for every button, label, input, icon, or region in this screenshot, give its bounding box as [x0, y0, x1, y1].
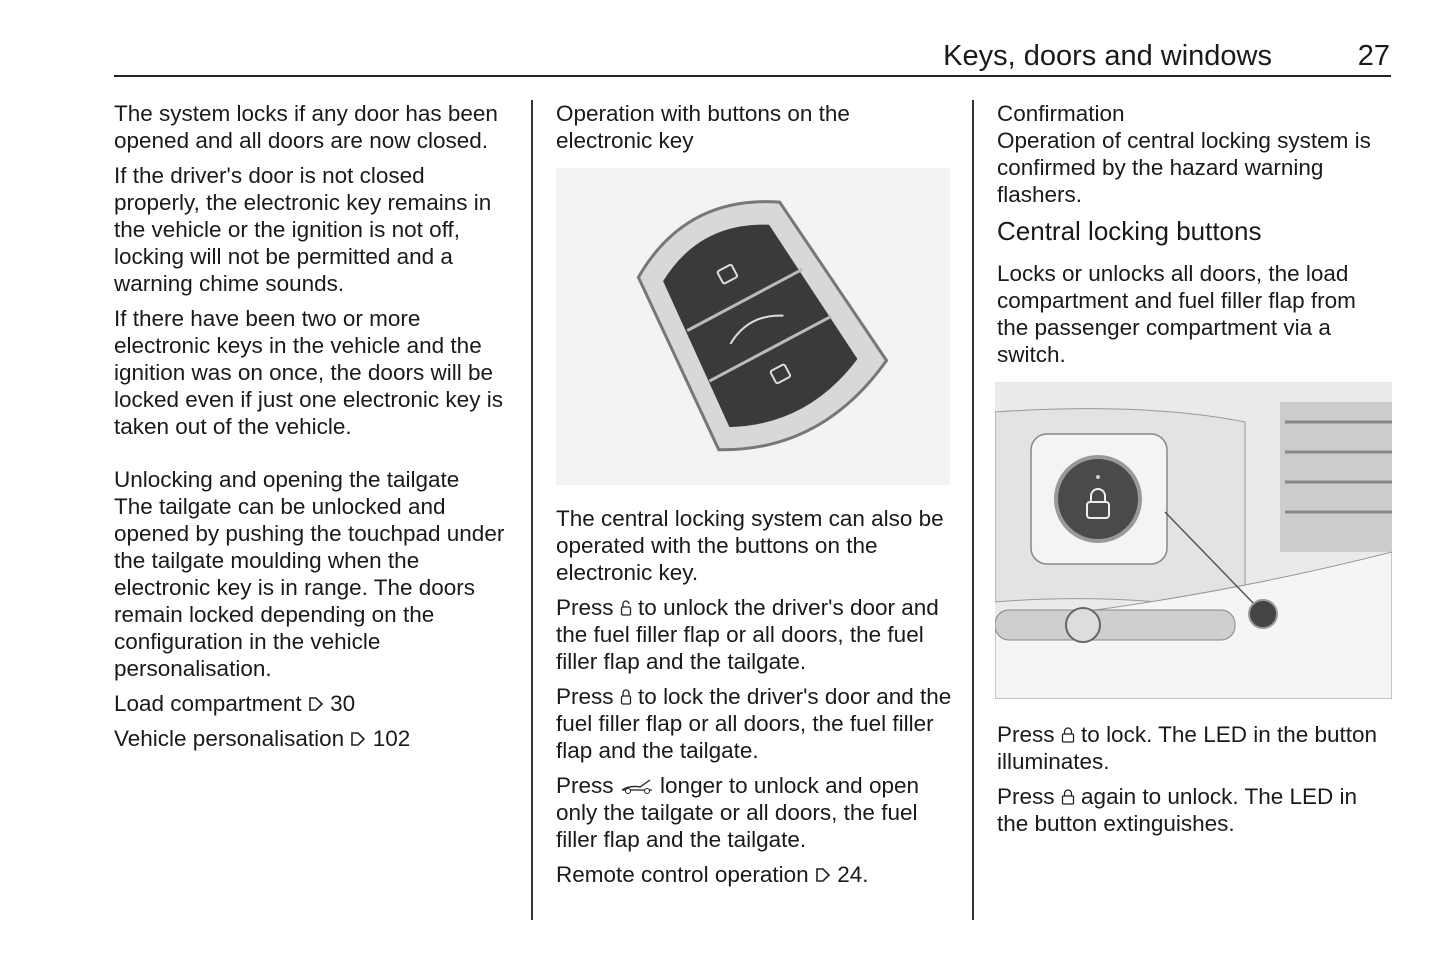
paragraph: If the driver's door is not closed properly, the electronic key remains in the vehicle or the ignition is not off, locking will not be permitted and a warning chime sounds. [114, 163, 492, 296]
unlock-icon [620, 599, 632, 617]
electronic-key-illustration [556, 168, 950, 485]
column-3 [997, 100, 1393, 845]
column-divider [531, 100, 533, 920]
paragraph: Locks or unlocks all doors, the load compartment and fuel filler flap from the passenger compartment via a switch. [997, 261, 1356, 367]
page-reference-icon [350, 730, 366, 748]
paragraph: The central locking system can also be operated with the buttons on the electronic key. [556, 506, 944, 585]
lock-icon [620, 688, 632, 706]
page-reference-icon [308, 695, 324, 713]
header-rule [114, 75, 1391, 77]
tailgate-icon [620, 777, 654, 795]
paragraph: The tailgate can be unlocked and opened by pushing the touchpad under the tailgate moulding when the electronic key is in range. The doors remain locked depending on the configuration in the vehicle personalisation. [114, 494, 505, 681]
lock-icon [1061, 726, 1075, 744]
paragraph: If there have been two or more electronic keys in the vehicle and the ignition was on once, the doors will be locked even if just one electronic key is taken out of the vehicle. [114, 306, 503, 439]
paragraph: The system locks if any door has been opened and all doors are now closed. [114, 101, 498, 153]
cross-reference[interactable]: Vehicle personalisation 102 [114, 726, 411, 751]
section-heading: Central locking buttons [997, 216, 1262, 246]
subheading: Operation with buttons on the electronic key [556, 101, 850, 153]
subheading: Confirmation [997, 101, 1125, 126]
column-2 [556, 100, 952, 896]
subheading: Unlocking and opening the tailgate [114, 467, 460, 492]
page-number: 27 [1357, 40, 1390, 72]
section-title: Keys, doors and windows [943, 40, 1272, 72]
column-divider [972, 100, 974, 920]
paragraph: Press longer to unlock and open only the tailgate or all doors, the fuel filler flap and the tailgate. [556, 773, 919, 852]
paragraph: Press to lock the driver's door and the fuel filler flap or all doors, the fuel filler flap and the tailgate. [556, 684, 952, 763]
cross-reference[interactable]: Load compartment 30 [114, 691, 356, 716]
column-1 [114, 100, 512, 760]
central-locking-button-illustration [995, 382, 1392, 699]
cross-reference[interactable]: Remote control operation 24. [556, 862, 869, 887]
lock-icon [1061, 788, 1075, 806]
paragraph: Press again to unlock. The LED in the button extinguishes. [997, 784, 1358, 836]
paragraph: Press to lock. The LED in the button illuminates. [997, 722, 1378, 774]
paragraph: Operation of central locking system is confirmed by the hazard warning flashers. [997, 128, 1371, 207]
page-reference-icon [815, 866, 831, 884]
paragraph: Press to unlock the driver's door and the fuel filler flap or all doors, the fuel filler flap and the tailgate. [556, 595, 939, 674]
